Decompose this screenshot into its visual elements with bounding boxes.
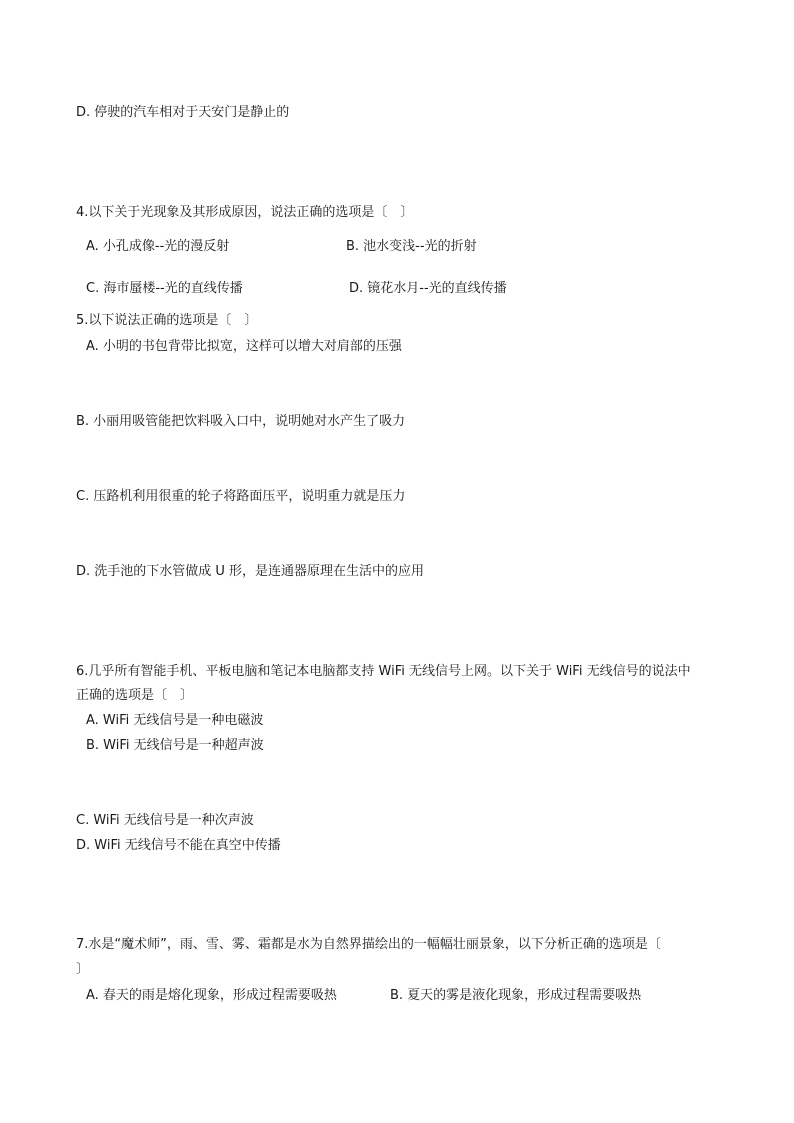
- q4-option-a: A. 小孔成像--光的漫反射: [86, 239, 230, 254]
- q6-stem-line2: 正确的选项是〔 〕: [76, 688, 194, 703]
- q4-stem: 4.以下关于光现象及其形成原因，说法正确的选项是〔 〕: [76, 205, 414, 220]
- q3-option-d: D. 停驶的汽车相对于天安门是静止的: [76, 105, 290, 120]
- q6-option-c: C. WiFi 无线信号是一种次声波: [76, 813, 254, 828]
- q5-option-b: B. 小丽用吸管能把饮料吸入口中，说明她对水产生了吸力: [76, 414, 406, 429]
- q4-option-b: B. 池水变浅--光的折射: [346, 239, 477, 254]
- q5-option-c: C. 压路机利用很重的轮子将路面压平，说明重力就是压力: [76, 489, 406, 504]
- q4-option-d: D. 镜花水月--光的直线传播: [349, 281, 507, 296]
- q5-option-a: A. 小明的书包背带比拟宽，这样可以增大对肩部的压强: [86, 339, 402, 354]
- q5-option-d: D. 洗手池的下水管做成 U 形，是连通器原理在生活中的应用: [76, 564, 425, 579]
- q6-option-b: B. WiFi 无线信号是一种超声波: [86, 738, 264, 753]
- q4-option-c: C. 海市蜃楼--光的直线传播: [86, 281, 243, 296]
- q6-stem-line1: 6.几乎所有智能手机、平板电脑和笔记本电脑都支持 WiFi 无线信号上网。以下关于 WiFi 无线信号的说法中: [76, 664, 691, 679]
- q6-option-d: D. WiFi 无线信号不能在真空中传播: [76, 838, 281, 853]
- q7-stem-line2: 〕: [76, 962, 90, 977]
- q7-option-a: A. 春天的雨是熔化现象，形成过程需要吸热: [86, 988, 337, 1003]
- q5-stem: 5.以下说法正确的选项是〔 〕: [76, 313, 258, 328]
- q7-option-b: B. 夏天的雾是液化现象，形成过程需要吸热: [390, 988, 642, 1003]
- q7-stem-line1: 7.水是“魔术师”，雨、雪、雾、霜都是水为自然界描绘出的一幅幅壮丽景象，以下分析正确的选项是〔: [76, 937, 661, 952]
- q6-option-a: A. WiFi 无线信号是一种电磁波: [86, 713, 264, 728]
